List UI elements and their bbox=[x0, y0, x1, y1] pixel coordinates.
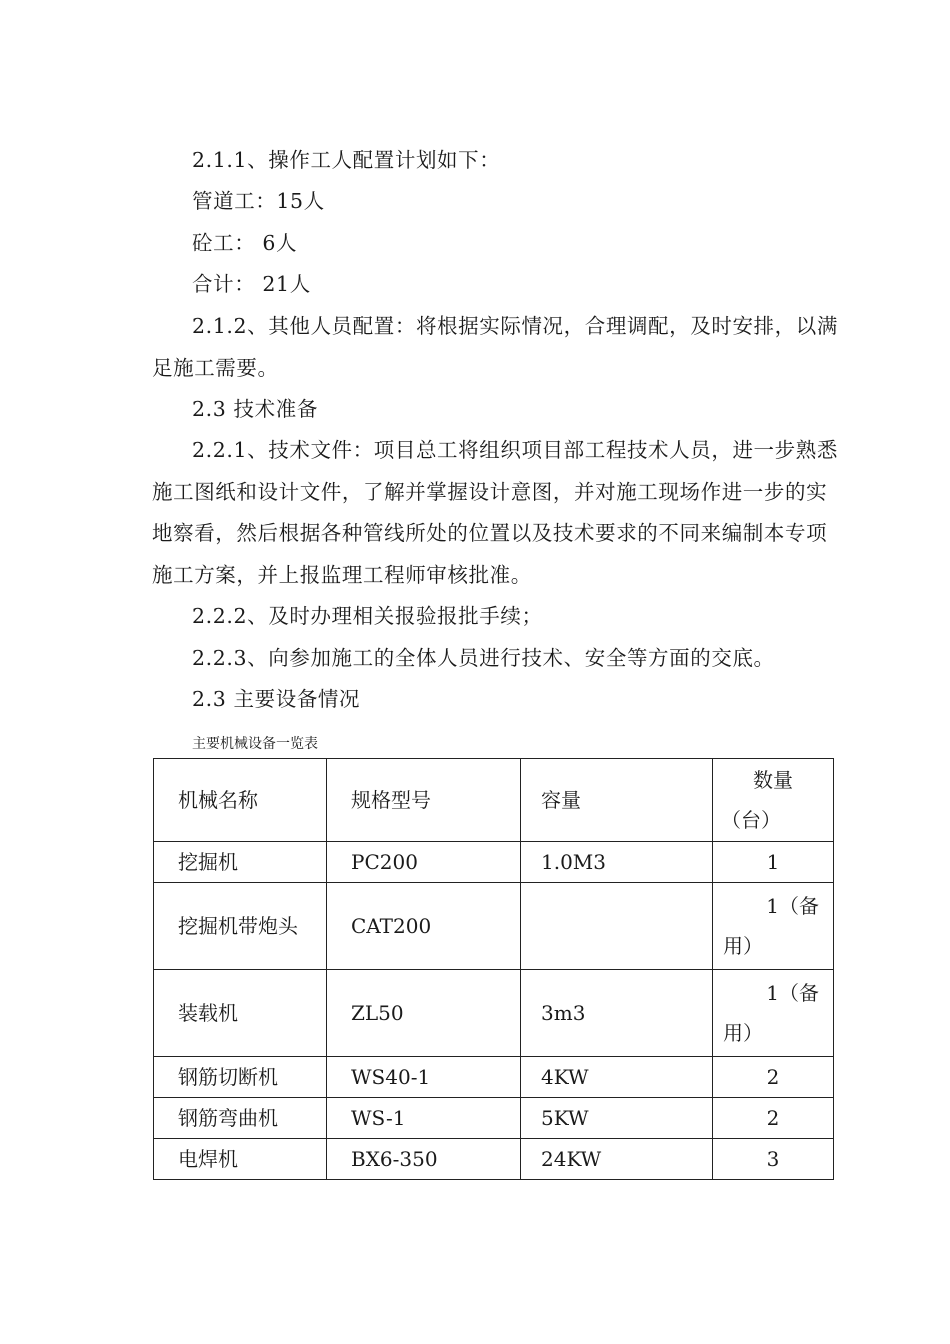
paragraph-worker-plan: 2.1.1、操作工人配置计划如下： bbox=[192, 148, 501, 172]
header-model: 规格型号 bbox=[327, 759, 521, 842]
cell-capacity: 24KW bbox=[521, 1139, 713, 1180]
table-row bbox=[154, 970, 834, 1057]
paragraph-pipe-workers: 管道工：15人 bbox=[192, 189, 325, 213]
cell-model: BX6-350 bbox=[327, 1139, 521, 1180]
table-row bbox=[154, 1057, 834, 1098]
table-row bbox=[154, 842, 834, 883]
table-caption: 主要机械设备一览表 bbox=[192, 736, 318, 752]
heading-main-equipment: 2.3 主要设备情况 bbox=[192, 687, 361, 711]
heading-technical-preparation: 2.3 技术准备 bbox=[192, 397, 318, 421]
cell-name: 挖掘机 bbox=[154, 842, 327, 883]
cell-capacity bbox=[521, 883, 713, 970]
cell-name: 钢筋切断机 bbox=[154, 1057, 327, 1098]
cell-capacity: 3m3 bbox=[521, 970, 713, 1057]
paragraph-total-workers: 合计： 21人 bbox=[192, 272, 311, 296]
cell-model: CAT200 bbox=[327, 883, 521, 970]
cell-model: ZL50 bbox=[327, 970, 521, 1057]
table-row bbox=[154, 1098, 834, 1139]
cell-quantity-line2: 用） bbox=[723, 1021, 763, 1045]
paragraph-approval-procedures: 2.2.2、及时办理相关报验报批手续； bbox=[192, 604, 543, 628]
cell-quantity: 2 bbox=[713, 1057, 834, 1098]
paragraph-other-staff: 2.1.2、其他人员配置：将根据实际情况，合理调配，及时安排，以满足施工需要。 bbox=[152, 314, 838, 380]
cell-quantity bbox=[713, 970, 834, 1057]
cell-capacity: 5KW bbox=[521, 1098, 713, 1139]
cell-quantity: 3 bbox=[713, 1139, 834, 1180]
header-capacity: 容量 bbox=[521, 759, 713, 842]
cell-quantity: 1 bbox=[713, 842, 834, 883]
cell-name: 装载机 bbox=[154, 970, 327, 1057]
cell-model: WS-1 bbox=[327, 1098, 521, 1139]
cell-quantity bbox=[713, 883, 834, 970]
cell-model: PC200 bbox=[327, 842, 521, 883]
paragraph-technical-documents: 2.2.1、技术文件：项目总工将组织项目部工程技术人员，进一步熟悉施工图纸和设计文件，了解并掌握设计意图，并对施工现场作进一步的实地察看，然后根据各种管线所处的位置以及技术要求的不同来编制本专项施工方案，并上报监理工程师审核批准。 bbox=[152, 438, 838, 587]
cell-quantity: 2 bbox=[713, 1098, 834, 1139]
table-row bbox=[154, 1139, 834, 1180]
table-row bbox=[154, 883, 834, 970]
paragraph-safety-briefing: 2.2.3、向参加施工的全体人员进行技术、安全等方面的交底。 bbox=[192, 646, 775, 670]
header-quantity-line2: （台） bbox=[721, 808, 781, 832]
cell-capacity: 1.0M3 bbox=[521, 842, 713, 883]
header-quantity bbox=[713, 759, 834, 842]
cell-name: 挖掘机带炮头 bbox=[154, 883, 327, 970]
cell-name: 钢筋弯曲机 bbox=[154, 1098, 327, 1139]
cell-quantity-line2: 用） bbox=[723, 934, 763, 958]
cell-quantity-line1: 1（备 bbox=[766, 981, 819, 1005]
table-header-row bbox=[154, 759, 834, 842]
cell-name: 电焊机 bbox=[154, 1139, 327, 1180]
equipment-table bbox=[153, 758, 834, 1180]
header-quantity-line1: 数量 bbox=[753, 768, 793, 792]
header-name: 机械名称 bbox=[154, 759, 327, 842]
paragraph-concrete-workers: 砼工： 6人 bbox=[192, 231, 298, 255]
cell-quantity-line1: 1（备 bbox=[766, 894, 819, 918]
cell-model: WS40-1 bbox=[327, 1057, 521, 1098]
cell-capacity: 4KW bbox=[521, 1057, 713, 1098]
